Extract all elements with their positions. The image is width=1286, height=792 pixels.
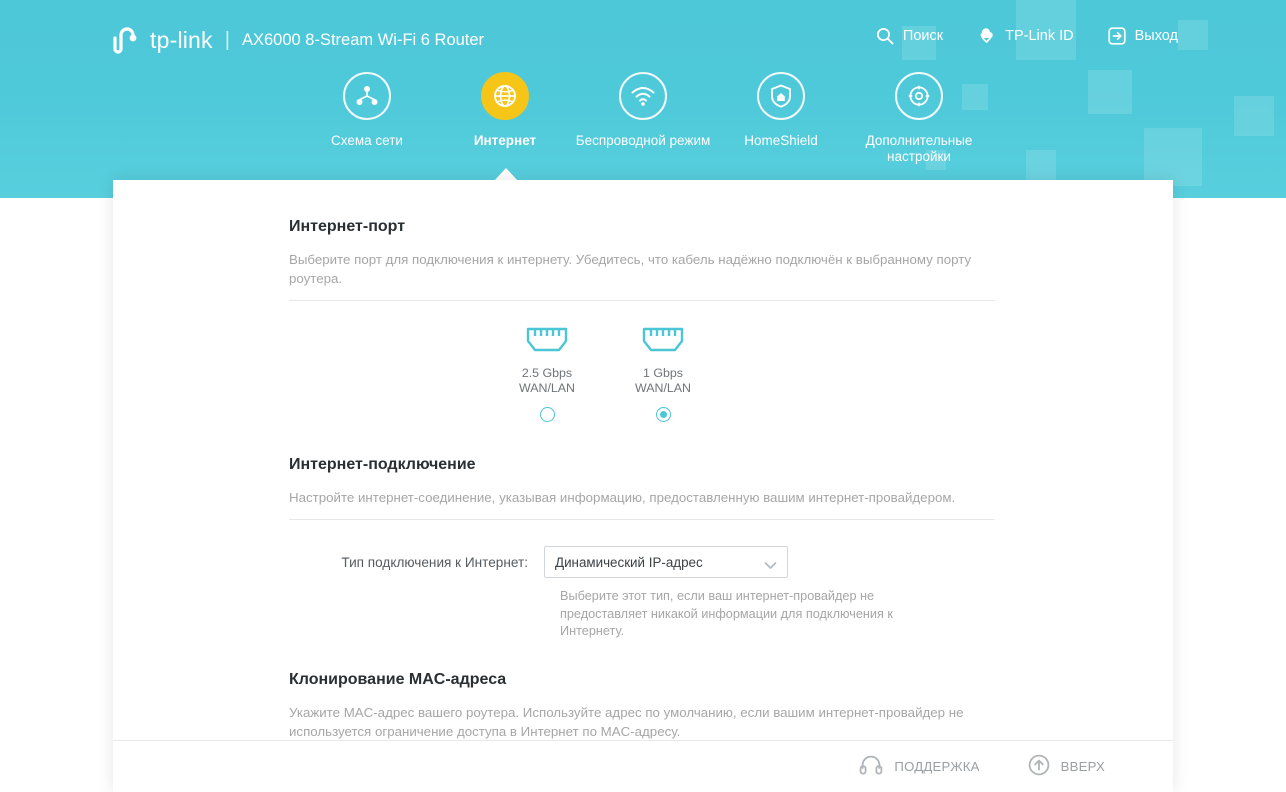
content-card (113, 180, 1173, 792)
nav-label: Беспроводной режим (575, 133, 711, 148)
port-option-1000[interactable] (633, 323, 693, 422)
tp-link-logo-icon (110, 25, 144, 55)
brand-separator: | (224, 28, 230, 51)
globe-icon (481, 72, 529, 120)
mac-clone-description: Укажите MAC-адрес вашего роутера. Используйте адрес по умолчанию, если вашим интернет-провайдер не используется ограничение доступа в Интернет по MAC-адресу. (289, 703, 995, 741)
connection-type-label: Тип подключения к Интернет: (341, 554, 528, 570)
brand-name: tp-link (150, 26, 213, 53)
tplink-id-button[interactable] (977, 27, 1074, 45)
internet-connection-description: Настройте интернет-соединение, указывая информацию, предоставленную вашим интернет-провайдером. (289, 488, 995, 520)
card-body (113, 180, 1173, 740)
port-selector (517, 323, 1107, 422)
nav-label: Дополнительные настройки (865, 133, 973, 164)
wifi-icon (619, 72, 667, 120)
internet-port-description: Выберите порт для подключения к интернету. Убедитесь, что кабель надёжно подключён к выбранному порту роутера. (289, 250, 995, 301)
support-button[interactable] (859, 754, 979, 779)
logout-label: Выход (1134, 28, 1178, 44)
back-to-top-label: ВВЕРХ (1060, 759, 1105, 774)
connection-type-select[interactable] (544, 546, 788, 578)
port-radio-1000[interactable] (656, 407, 671, 422)
gear-icon (895, 72, 943, 120)
port-radio-2500[interactable] (540, 407, 555, 422)
nav-item-network-map[interactable] (298, 72, 436, 165)
nav-item-homeshield[interactable] (712, 72, 850, 165)
back-to-top-button[interactable] (1028, 754, 1105, 779)
ethernet-port-icon (633, 323, 693, 358)
cloud-id-icon (977, 27, 996, 45)
port-option-2500[interactable] (517, 323, 577, 422)
ethernet-port-icon (517, 323, 577, 358)
port-type-label: WAN/LAN (519, 381, 575, 395)
logout-icon (1108, 27, 1126, 45)
port-speed-label: 1 Gbps (643, 366, 683, 380)
port-type-label: WAN/LAN (635, 381, 691, 395)
card-footer (113, 740, 1173, 792)
nav-item-advanced[interactable] (850, 72, 988, 165)
page-header (0, 0, 1286, 198)
connection-type-value: Динамический IP-адрес (555, 554, 703, 570)
network-map-icon (343, 72, 391, 120)
headset-icon (859, 754, 883, 779)
support-label: ПОДДЕРЖКА (894, 759, 980, 774)
main-nav (0, 72, 1286, 165)
connection-type-hint: Выберите этот тип, если ваш интернет-провайдер не предоставляет никакой информации для подключения к Интернету. (560, 589, 893, 638)
search-icon (876, 27, 894, 45)
nav-label: Схема сети (331, 133, 403, 148)
mac-clone-title: Клонирование MAC-адреса (289, 670, 507, 688)
brand (110, 22, 484, 58)
logout-button[interactable] (1108, 27, 1178, 45)
nav-label: HomeShield (744, 133, 818, 148)
search-label: Поиск (902, 28, 944, 44)
header-tools (876, 27, 1178, 45)
chevron-down-icon (764, 558, 777, 573)
nav-label: Интернет (473, 133, 537, 148)
search-button[interactable] (876, 27, 943, 45)
shield-home-icon (757, 72, 805, 120)
connection-type-row (289, 546, 1107, 578)
tplink-id-label: TP-Link ID (1005, 28, 1074, 44)
internet-port-title: Интернет-порт (289, 218, 406, 235)
arrow-up-icon (1028, 754, 1050, 779)
nav-item-internet[interactable] (436, 72, 574, 165)
port-speed-label: 2.5 Gbps (521, 366, 573, 380)
internet-connection-title: Интернет-подключение (289, 456, 476, 473)
nav-item-wireless[interactable] (574, 72, 712, 165)
router-model: AX6000 8-Stream Wi-Fi 6 Router (241, 30, 485, 49)
